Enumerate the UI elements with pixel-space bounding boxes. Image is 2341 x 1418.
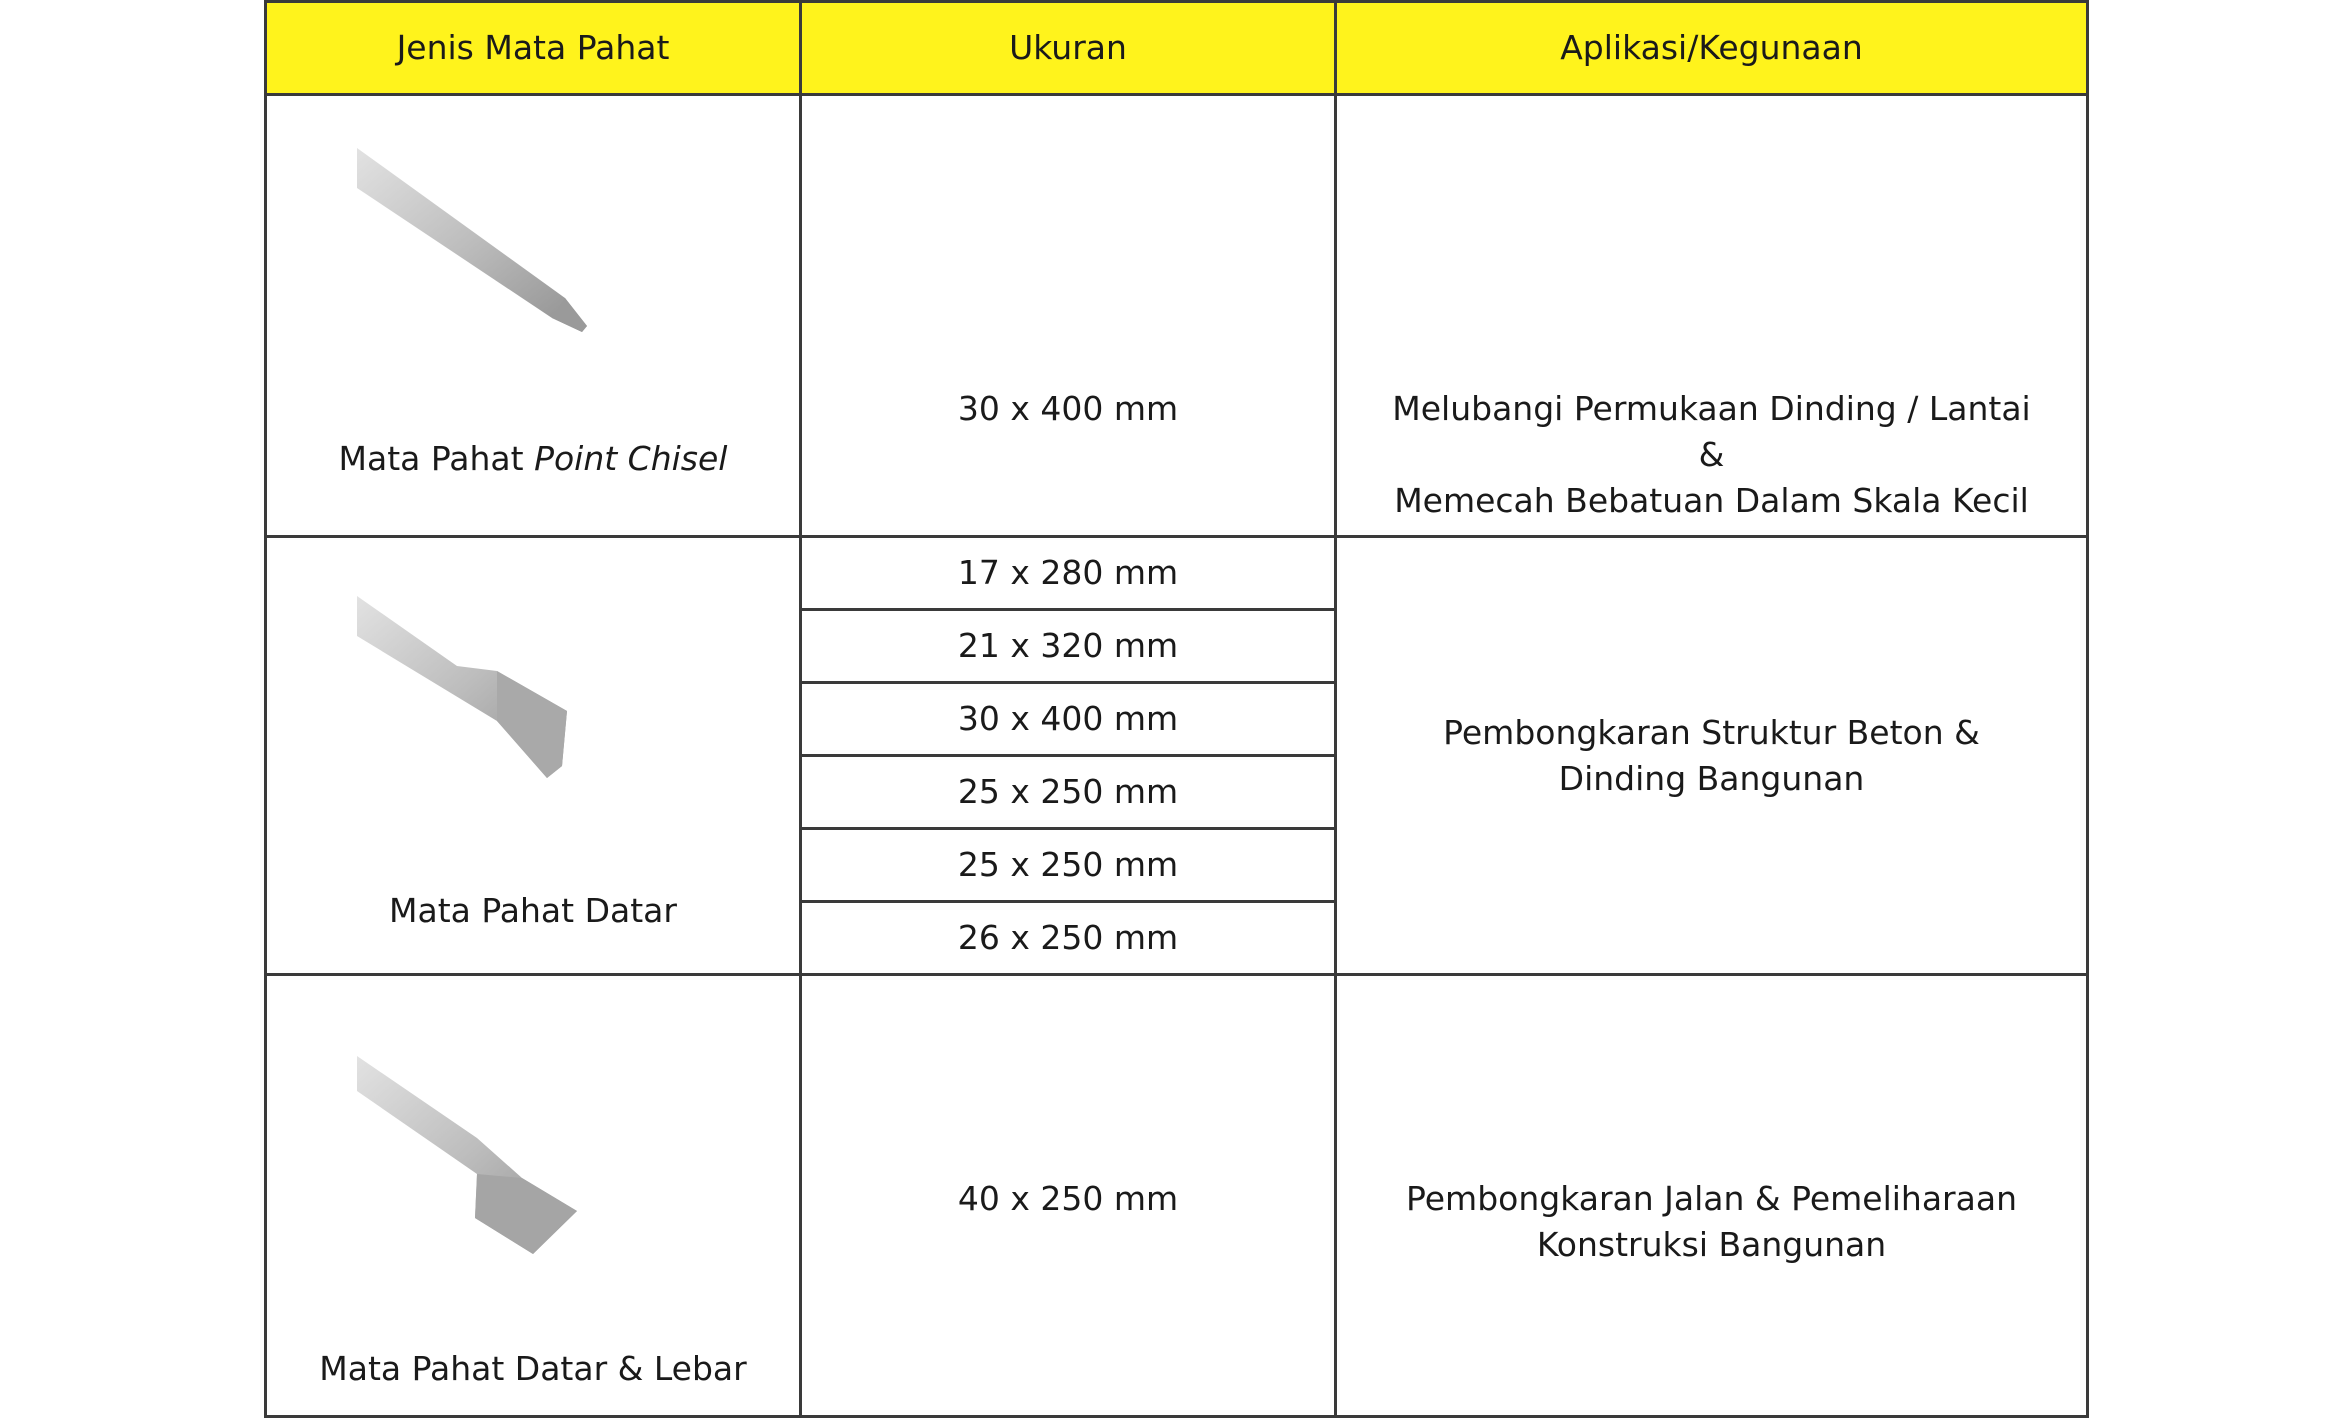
size-cell: 40 x 250 mm (801, 975, 1336, 1417)
size-cell: 30 x 400 mm (801, 683, 1336, 756)
wide-flat-chisel-image (357, 1056, 597, 1266)
application-line-1: Pembongkaran Jalan & Pemeliharaan (1406, 1179, 2017, 1218)
application-cell (1336, 537, 2088, 975)
table-row (266, 537, 2088, 610)
size-cell: 25 x 250 mm (801, 756, 1336, 829)
application-cell (1336, 975, 2088, 1417)
flat-chisel-image (357, 596, 597, 786)
type-cell-point-chisel (266, 95, 801, 537)
type-label: Mata Pahat Datar & Lebar (319, 1349, 747, 1388)
table-row (266, 975, 2088, 1417)
header-size: Ukuran (801, 2, 1336, 95)
application-line-1: Melubangi Permukaan Dinding / Lantai & (1392, 389, 2031, 474)
size-cell: 25 x 250 mm (801, 829, 1336, 902)
type-cell-flat-chisel (266, 537, 801, 975)
type-cell-wide-flat-chisel (266, 975, 801, 1417)
application-line-2: Konstruksi Bangunan (1536, 1225, 1887, 1264)
application-cell (1336, 95, 2088, 537)
size-cell: 30 x 400 mm (801, 95, 1336, 537)
application-line-2: Dinding Bangunan (1558, 758, 1865, 798)
header-row (266, 2, 2088, 95)
application-line-2: Memecah Bebatuan Dalam Skala Kecil (1394, 481, 2029, 520)
size-cell: 26 x 250 mm (801, 902, 1336, 975)
chisel-table (264, 0, 2089, 1418)
type-label: Mata Pahat Point Chisel (338, 439, 728, 478)
header-application: Aplikasi/Kegunaan (1336, 2, 2088, 95)
type-label-emphasis: Point Chisel (534, 439, 728, 478)
type-label: Mata Pahat Datar (389, 891, 677, 930)
size-cell: 17 x 280 mm (801, 537, 1336, 610)
point-chisel-image (357, 148, 597, 348)
table-row (266, 95, 2088, 537)
size-cell: 21 x 320 mm (801, 610, 1336, 683)
header-type: Jenis Mata Pahat (266, 2, 801, 95)
application-line-1: Pembongkaran Struktur Beton & (1443, 712, 1980, 752)
